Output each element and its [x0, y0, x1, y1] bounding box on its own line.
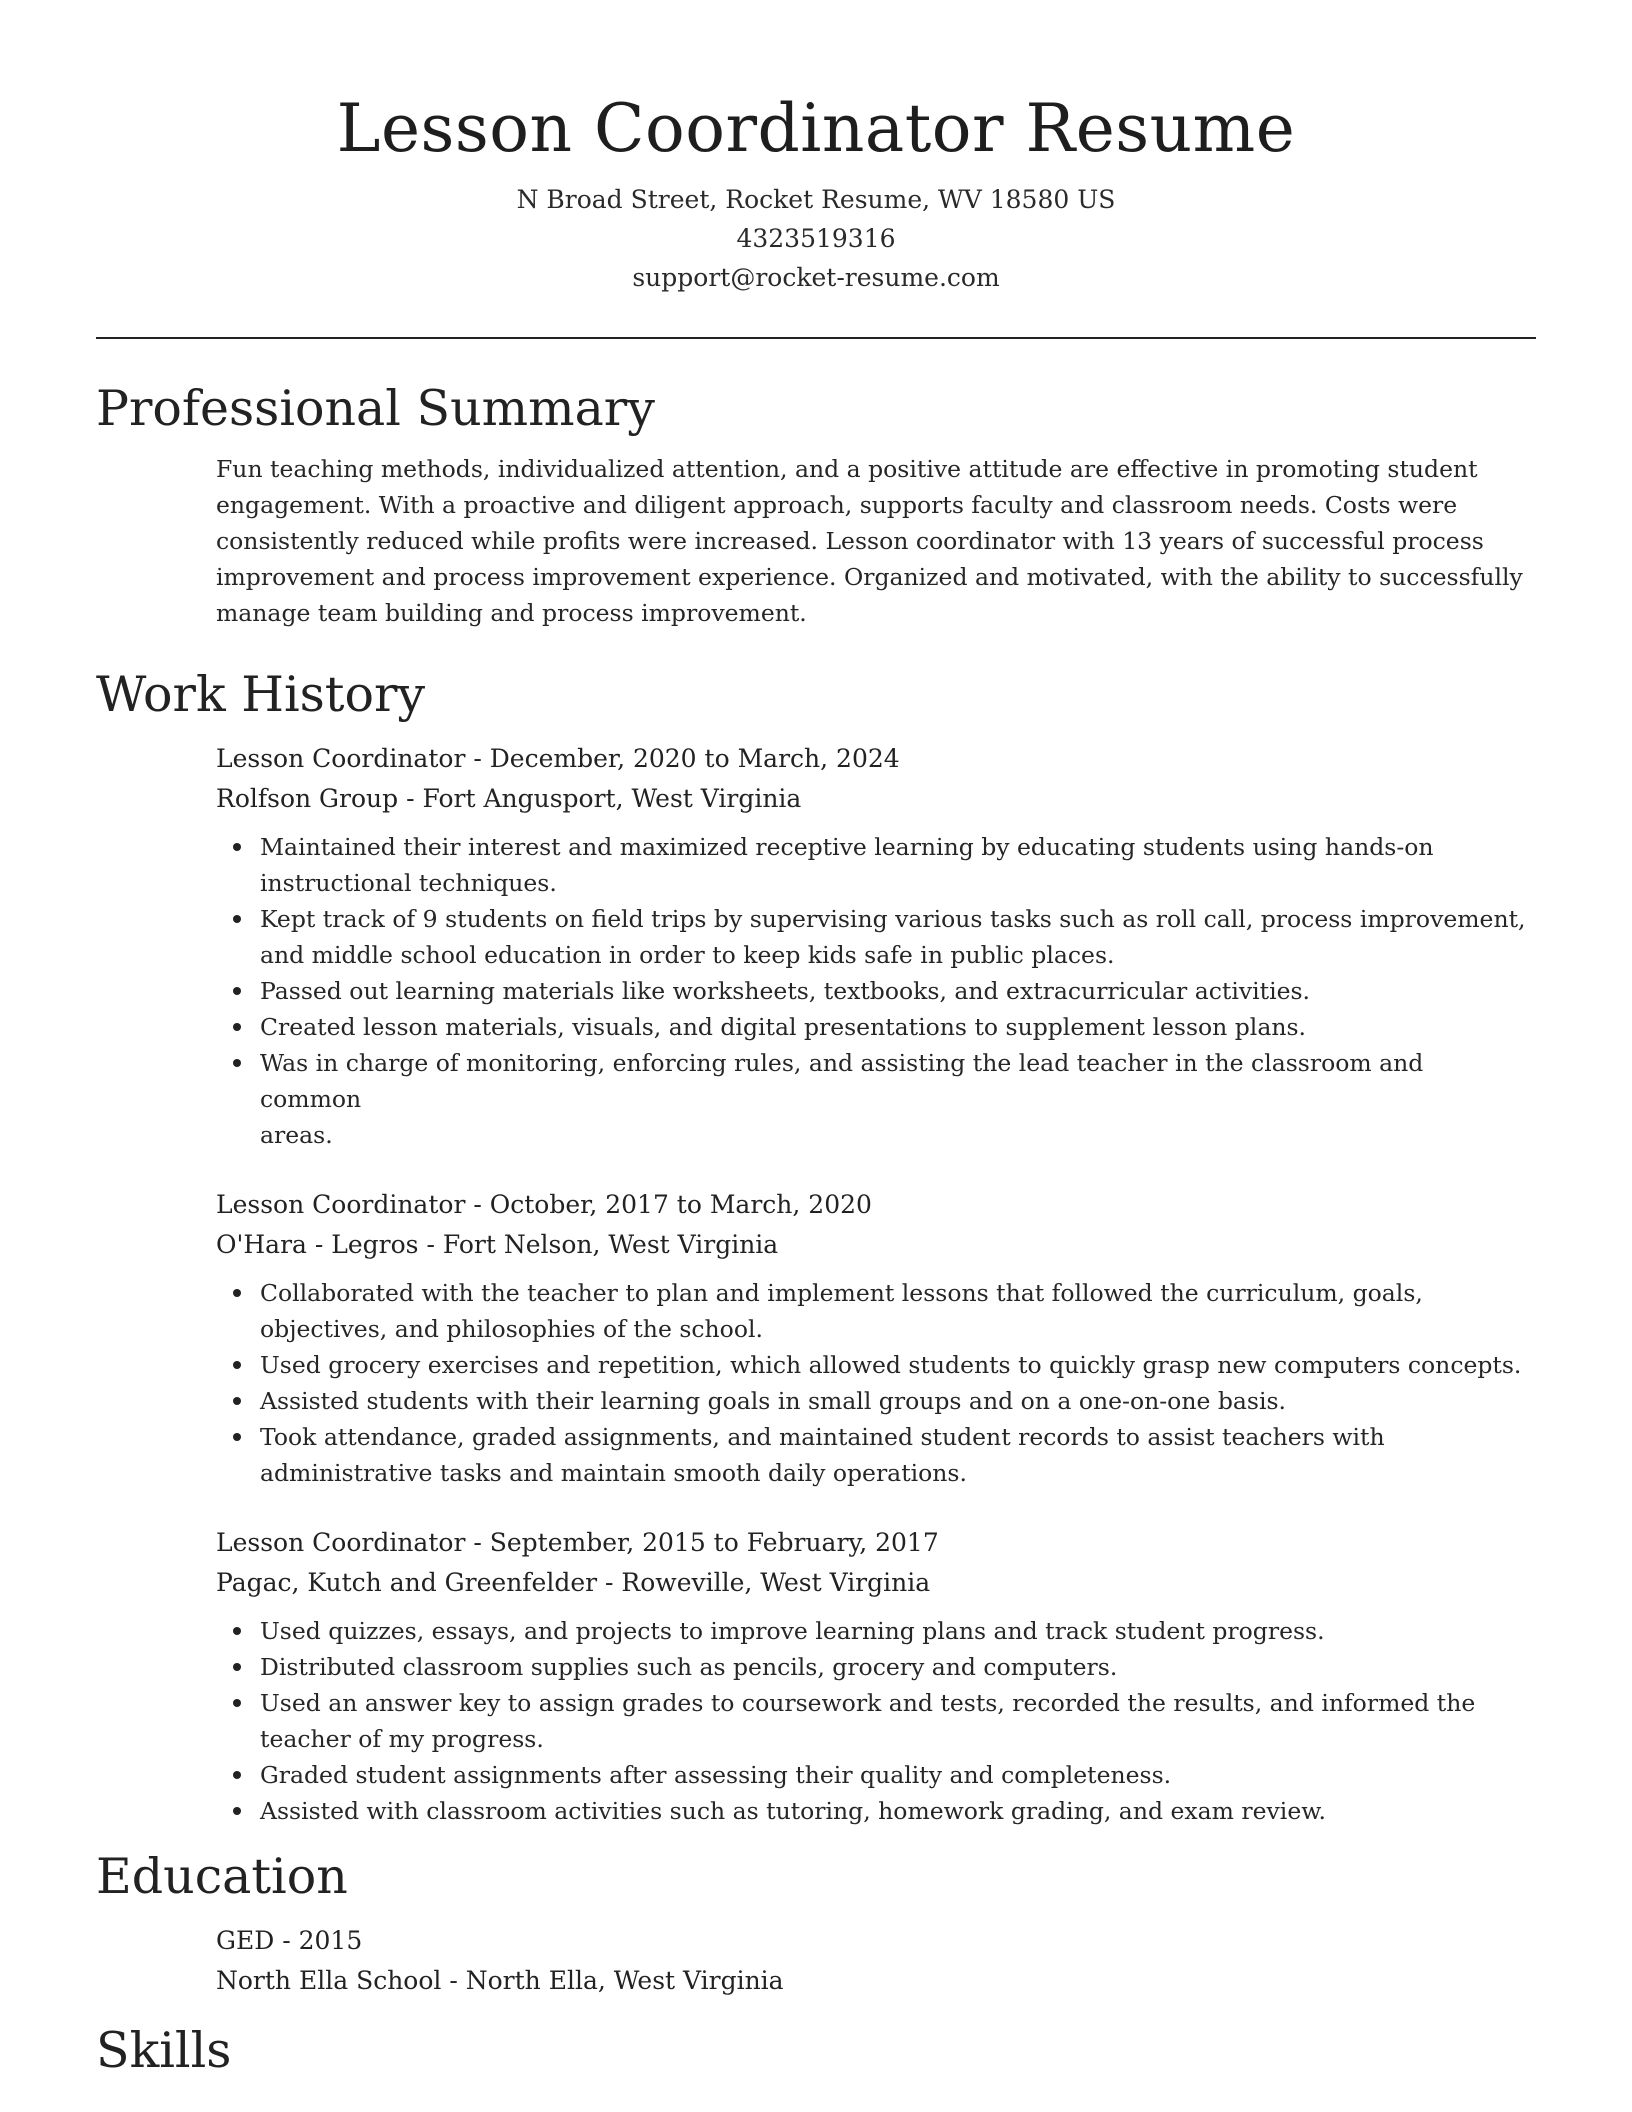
education-school: North Ella School: [216, 1966, 442, 1995]
job-dates: - October, 2017 to March, 2020: [465, 1190, 872, 1219]
summary-line: manage team building and process improvement.: [216, 599, 807, 627]
bullet-item: [260, 1793, 1526, 1829]
job-location: - Fort Angusport, West Virginia: [398, 784, 802, 813]
bullet-item: [260, 1419, 1526, 1491]
job-title: Lesson Coordinator: [216, 744, 466, 773]
phone: 4323519316: [736, 224, 896, 253]
skills-section: [96, 2021, 1536, 2081]
bullet-line: Distributed classroom supplies such as pencils, grocery and computers.: [260, 1653, 1118, 1681]
email: support@rocket-resume.com: [632, 263, 1000, 292]
job-entry: [216, 1523, 1526, 1829]
bullet-line: Assisted students with their learning goals in small groups and on a one-on-one basis.: [260, 1387, 1287, 1415]
bullet-item: [260, 829, 1526, 901]
job-dates: - December, 2020 to March, 2024: [465, 744, 900, 773]
bullet-line: Passed out learning materials like worksheets, textbooks, and extracurricular activities.: [260, 977, 1311, 1005]
job-company-line: [216, 779, 1526, 819]
bullet-line: Maintained their interest and maximized receptive learning by educating students using hands-on: [260, 833, 1434, 861]
bullet-item: [260, 1613, 1526, 1649]
job-company: Pagac, Kutch and Greenfelder: [216, 1568, 598, 1597]
education-degree-line: [216, 1921, 1526, 1961]
address: N Broad Street, Rocket Resume, WV 18580 US: [516, 185, 1116, 214]
bullet-item: [260, 1685, 1526, 1757]
bullet-line: teacher of my progress.: [260, 1725, 544, 1753]
job-company-line: [216, 1225, 1526, 1265]
job-title-line: [216, 1185, 1526, 1225]
job-company: Rolfson Group: [216, 784, 399, 813]
bullet-item: [260, 1045, 1526, 1153]
bullet-line: Created lesson materials, visuals, and digital presentations to supplement lesson plans.: [260, 1013, 1306, 1041]
work-section: [96, 665, 1536, 1829]
job-entry: [216, 1185, 1526, 1491]
summary-line: consistently reduced while profits were increased. Lesson coordinator with 13 years of successful process: [216, 527, 1484, 555]
summary-body: [216, 451, 1526, 631]
bullet-line: areas.: [260, 1121, 333, 1149]
bullet-line: Used an answer key to assign grades to coursework and tests, recorded the results, and informed the: [260, 1689, 1476, 1717]
education-body: [216, 1921, 1526, 2001]
bullet-line: Took attendance, graded assignments, and maintained student records to assist teachers with: [260, 1423, 1385, 1451]
bullet-line: objectives, and philosophies of the school.: [260, 1315, 763, 1343]
bullet-line: and middle school education in order to keep kids safe in public places.: [260, 941, 1115, 969]
job-company: O'Hara - Legros: [216, 1230, 419, 1259]
education-year: - 2015: [274, 1926, 363, 1955]
bullet-line: instructional techniques.: [260, 869, 557, 897]
summary-line: Fun teaching methods, individualized attention, and a positive attitude are effective in promoting student: [216, 455, 1478, 483]
header-divider: [96, 337, 1536, 339]
bullet-line: Kept track of 9 students on field trips by supervising various tasks such as roll call, process improvement,: [260, 905, 1526, 933]
job-location: - Roweville, West Virginia: [597, 1568, 931, 1597]
job-bullets: [216, 1275, 1526, 1491]
bullet-line: Was in charge of monitoring, enforcing rules, and assisting the lead teacher in the classroom and common: [260, 1049, 1424, 1113]
work-body: [216, 739, 1526, 1829]
job-entry: [216, 739, 1526, 1153]
bullet-line: Assisted with classroom activities such as tutoring, homework grading, and exam review.: [260, 1797, 1327, 1825]
resume-header: [96, 0, 1536, 297]
job-bullets: [216, 1613, 1526, 1829]
bullet-item: [260, 1009, 1526, 1045]
bullet-line: Used quizzes, essays, and projects to improve learning plans and track student progress.: [260, 1617, 1325, 1645]
summary-heading: Professional Summary: [96, 380, 655, 437]
bullet-item: [260, 1757, 1526, 1793]
work-heading: Work History: [96, 666, 426, 723]
job-location: - Fort Nelson, West Virginia: [418, 1230, 779, 1259]
bullet-line: Used grocery exercises and repetition, which allowed students to quickly grasp new computers concepts.: [260, 1351, 1522, 1379]
summary-line: improvement and process improvement experience. Organized and motivated, with the ability to successfully: [216, 563, 1523, 591]
summary-line: engagement. With a proactive and diligent approach, supports faculty and classroom needs. Costs were: [216, 491, 1458, 519]
bullet-item: [260, 973, 1526, 1009]
contact-block: [96, 180, 1536, 297]
bullet-line: Graded student assignments after assessing their quality and completeness.: [260, 1761, 1172, 1789]
bullet-line: administrative tasks and maintain smooth daily operations.: [260, 1459, 967, 1487]
education-heading: Education: [96, 1848, 348, 1905]
bullet-item: [260, 1383, 1526, 1419]
skills-heading: Skills: [96, 2022, 232, 2079]
education-section: [96, 1847, 1536, 2001]
resume-page: [96, 0, 1536, 2081]
bullet-item: [260, 901, 1526, 973]
resume-title: Lesson Coordinator Resume: [336, 90, 1296, 167]
bullet-item: [260, 1347, 1526, 1383]
education-school-line: [216, 1961, 1526, 2001]
job-company-line: [216, 1563, 1526, 1603]
job-title-line: [216, 739, 1526, 779]
job-title-line: [216, 1523, 1526, 1563]
bullet-item: [260, 1649, 1526, 1685]
bullet-line: Collaborated with the teacher to plan and implement lessons that followed the curriculum, goals,: [260, 1279, 1423, 1307]
summary-section: [96, 379, 1536, 631]
education-degree: GED: [216, 1926, 275, 1955]
bullet-item: [260, 1275, 1526, 1347]
education-location: - North Ella, West Virginia: [441, 1966, 784, 1995]
job-title: Lesson Coordinator: [216, 1528, 466, 1557]
job-dates: - September, 2015 to February, 2017: [465, 1528, 939, 1557]
job-title: Lesson Coordinator: [216, 1190, 466, 1219]
job-bullets: [216, 829, 1526, 1153]
